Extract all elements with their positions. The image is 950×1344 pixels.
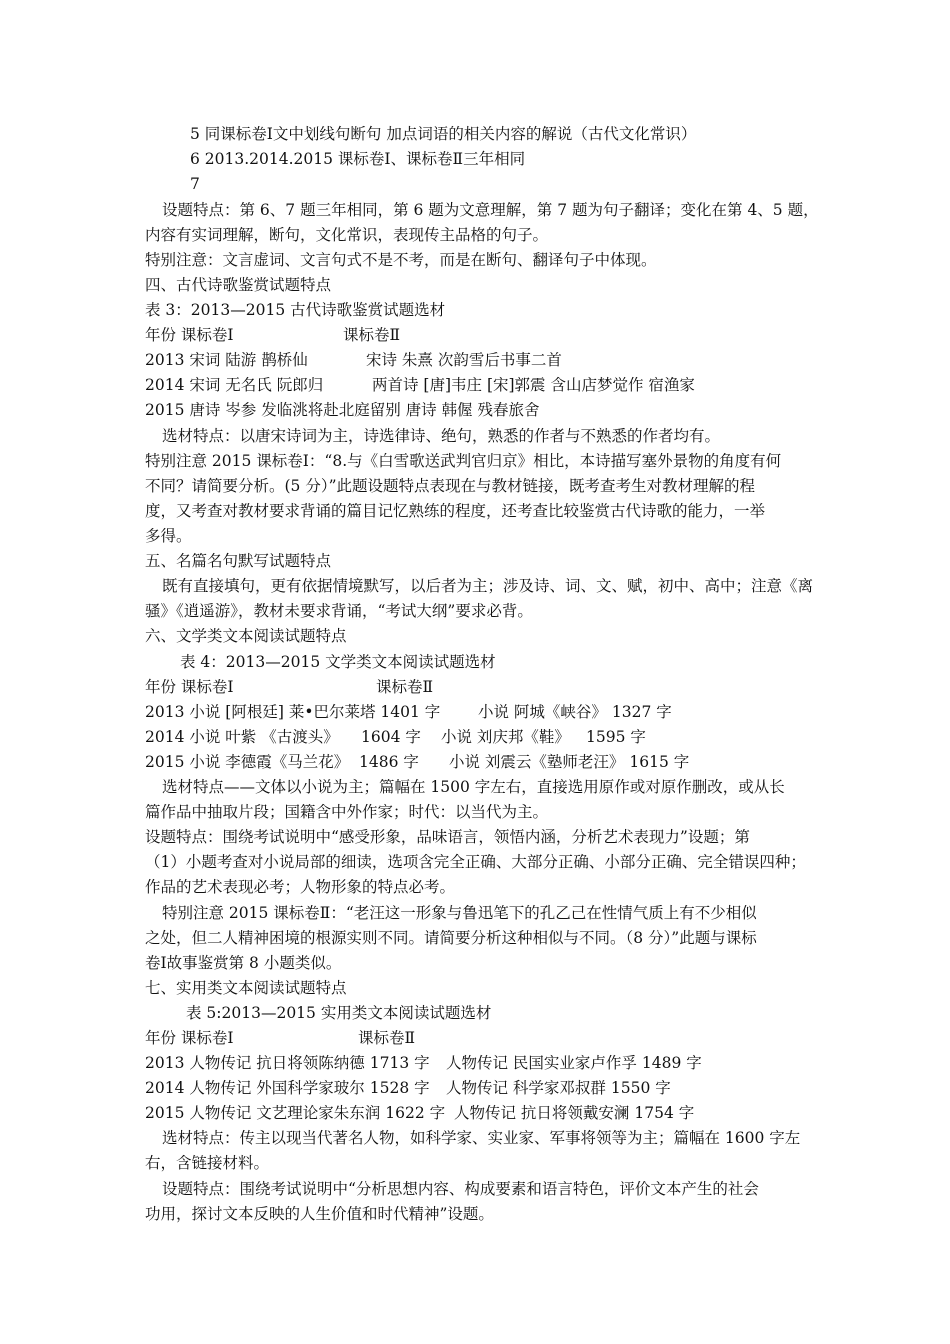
text-line: 度，又考查对教材要求背诵的篇目记忆熟练的程度，还考查比较鉴赏古代诗歌的能力，一举 <box>145 502 766 520</box>
text-line: 内容有实词理解，断句，文化常识，表现传主品格的句子。 <box>145 226 549 244</box>
table-cell: 小说 刘庆邦《鞋》 <box>441 728 570 746</box>
text-line: 不同？请简要分析。(5 分）”此题设题特点表现在与教材链接，既考查考生对教材理解的程 <box>145 477 756 495</box>
text-line: 右，含链接材料。 <box>145 1154 270 1172</box>
table-row: 2013 宋词 陆游 鹊桥仙 <box>145 351 308 369</box>
table-cell: 小说 阿城《峡谷》 1327 字 <box>478 703 672 721</box>
text-line: 选材特点——文体以小说为主；篇幅在 1500 字左右，直接选用原作或对原作删改，或从长 <box>162 778 785 796</box>
table-row: 2013 小说 [阿根廷] 莱•巴尔莱塔 1401 字 <box>145 703 441 721</box>
table-cell: 两首诗 [唐]韦庄 [宋]郭震 含山店梦觉作 宿渔家 <box>372 376 695 394</box>
text-line: 特别注意 2015 课标卷Ⅰ：“8.与《白雪歌送武判官归京》相比，本诗描写塞外景物的角度有何 <box>145 452 782 470</box>
table-row: 2015 小说 李德霞《马兰花》 <box>145 753 350 771</box>
table-header: 年份 课标卷Ⅰ <box>145 1029 234 1047</box>
text-line: 特别注意：文言虚词、文言句式不是不考，而是在断句、翻译句子中体现。 <box>145 251 657 269</box>
text-line: 选材特点：传主以现当代著名人物，如科学家、实业家、军事将领等为主；篇幅在 1600 字左 <box>162 1129 801 1147</box>
table-cell: 人物传记 抗日将领戴安澜 1754 字 <box>454 1104 695 1122</box>
text-line: 设题特点：围绕考试说明中“感受形象，品味语言，领悟内涵，分析艺术表现力”设题；第 <box>145 828 750 846</box>
text-line: 功用，探讨文本反映的人生价值和时代精神”设题。 <box>145 1205 494 1223</box>
text-line: 卷Ⅰ故事鉴赏第 8 小题类似。 <box>145 954 342 972</box>
section-heading: 七、实用类文本阅读试题特点 <box>145 979 347 997</box>
table-header-col2: 课标卷Ⅱ <box>376 678 434 696</box>
text-line: 5 同课标卷Ⅰ文中划线句断句 加点词语的相关内容的解说（古代文化常识） <box>190 125 697 143</box>
table-cell: 人物传记 科学家邓叔群 1550 字 <box>446 1079 671 1097</box>
text-line: 骚》《逍遥游》，教材未要求背诵，“考试大纲”要求必背。 <box>145 602 533 620</box>
table-caption: 表 3：2013—2015 古代诗歌鉴赏试题选材 <box>145 301 446 319</box>
text-line: 之处，但二人精神困境的根源实则不同。请简要分析这种相似与不同。（8 分）”此题与课标 <box>145 929 757 947</box>
text-line: 设题特点：围绕考试说明中“分析思想内容、构成要素和语言特色，评价文本产生的社会 <box>162 1180 759 1198</box>
table-header-col2: 课标卷Ⅱ <box>358 1029 416 1047</box>
table-caption: 表 4：2013—2015 文学类文本阅读试题选材 <box>180 653 496 671</box>
table-cell: 1604 字 <box>361 728 421 746</box>
table-row: 2013 人物传记 抗日将领陈纳德 1713 字 <box>145 1054 430 1072</box>
table-cell: 人物传记 民国实业家卢作孚 1489 字 <box>446 1054 702 1072</box>
table-row: 2014 小说 叶紫 《古渡头》 <box>145 728 339 746</box>
text-line: 特别注意 2015 课标卷Ⅱ：“老汪这一形象与鲁迅笔下的孔乙己在性情气质上有不少相似 <box>162 904 757 922</box>
table-cell: 1595 字 <box>586 728 646 746</box>
table-row: 2015 唐诗 岑参 发临洮将赴北庭留别 唐诗 韩偓 残春旅舍 <box>145 401 540 419</box>
table-header: 年份 课标卷Ⅰ <box>145 678 234 696</box>
table-row: 2014 人物传记 外国科学家玻尔 1528 字 <box>145 1079 430 1097</box>
table-header-col2: 课标卷Ⅱ <box>343 326 401 344</box>
table-cell: 宋诗 朱熹 次韵雪后书事二首 <box>366 351 562 369</box>
text-line: 6 2013.2014.2015 课标卷Ⅰ、课标卷Ⅱ三年相同 <box>190 150 526 168</box>
section-heading: 五、名篇名句默写试题特点 <box>145 552 332 570</box>
table-header: 年份 课标卷Ⅰ <box>145 326 234 344</box>
text-line: 多得。 <box>145 527 192 545</box>
section-heading: 四、古代诗歌鉴赏试题特点 <box>145 276 332 294</box>
table-row: 2014 宋词 无名氏 阮郎归 <box>145 376 324 394</box>
text-line: 既有直接填句，更有依据情境默写，以后者为主；涉及诗、词、文、赋，初中、高中；注意《离 <box>162 577 814 595</box>
text-line: 设题特点：第 6、7 题三年相同，第 6 题为文意理解，第 7 题为句子翻译；变化在第 4、5 题， <box>162 201 819 219</box>
section-heading: 六、文学类文本阅读试题特点 <box>145 627 347 645</box>
text-line: 作品的艺术表现必考；人物形象的特点必考。 <box>145 878 456 896</box>
table-caption: 表 5:2013—2015 实用类文本阅读试题选材 <box>186 1004 492 1022</box>
table-row: 2015 人物传记 文艺理论家朱东润 1622 字 <box>145 1104 446 1122</box>
text-line: 选材特点：以唐宋诗词为主，诗选律诗、绝句，熟悉的作者与不熟悉的作者均有。 <box>162 427 721 445</box>
text-line: 篇作品中抽取片段；国籍含中外作家；时代：以当代为主。 <box>145 803 549 821</box>
table-cell: 小说 刘震云《塾师老汪》 1615 字 <box>449 753 690 771</box>
text-line: （1）小题考查对小说局部的细读，选项含完全正确、大部分正确、小部分正确、完全错误四种； <box>145 853 806 871</box>
table-cell: 1486 字 <box>359 753 419 771</box>
text-line: 7 <box>190 175 200 193</box>
